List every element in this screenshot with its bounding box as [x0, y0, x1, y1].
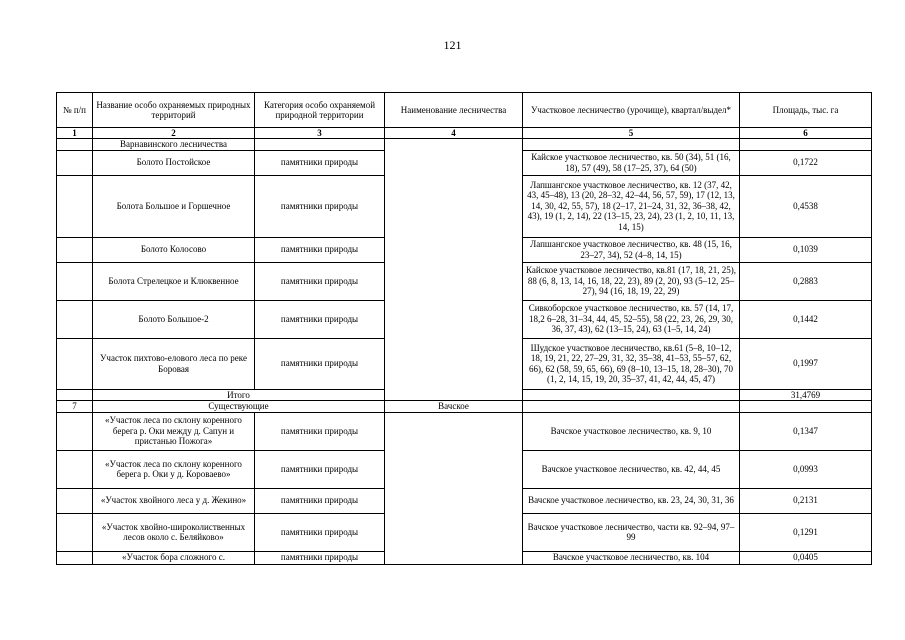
cell-category: памятники природы	[255, 488, 385, 513]
section-num: 7	[57, 401, 93, 413]
cell-area: 0,1291	[740, 513, 872, 551]
cell-area: 0,1442	[740, 300, 872, 338]
column-number: 2	[93, 128, 255, 139]
cell-category: памятники природы	[255, 300, 385, 338]
cell-location	[523, 389, 740, 401]
cell-num	[57, 262, 93, 300]
cell-num	[57, 338, 93, 389]
cell-area: 0,2131	[740, 488, 872, 513]
column-number: 5	[523, 128, 740, 139]
cell-num	[57, 237, 93, 262]
cell-category: памятники природы	[255, 150, 385, 175]
cell-num	[57, 139, 93, 151]
cell-num	[57, 551, 93, 564]
cell-name: Участок пихтово-елового леса по реке Боровая	[93, 338, 255, 389]
column-numbers-row	[57, 128, 872, 139]
cell-name: Болота Большое и Горшечное	[93, 175, 255, 237]
cell-area: 0,1039	[740, 237, 872, 262]
table-row	[57, 412, 872, 450]
cell-category: памятники природы	[255, 551, 385, 564]
cell-category: памятники природы	[255, 262, 385, 300]
header-category: Категория особо охраняемой природной территории	[255, 93, 385, 128]
cell-location	[523, 401, 740, 413]
cell-num	[57, 488, 93, 513]
section-forestry: Вачское	[385, 401, 523, 413]
cell-location: Вачское участковое лесничество, кв. 104	[523, 551, 740, 564]
cell-category: памятники природы	[255, 412, 385, 450]
column-number: 4	[385, 128, 523, 139]
cell-num	[57, 450, 93, 488]
cell-num	[57, 175, 93, 237]
cell-location: Вачское участковое лесничество, кв. 9, 10	[523, 412, 740, 450]
header-location: Участковое лесничество (урочище), квартал/выдел*	[523, 93, 740, 128]
total-area: 31,4769	[740, 389, 872, 401]
cell-location: Лапшангское участковое лесничество, кв. 12 (37, 42, 43, 45–48), 13 (20, 28–32, 42–44, 56, 57, 59), 17 (12, 13, 14, 30, 42, 55, 57), 18 (2–17, 21–24, 31, 32, 36–38, 42, 43), 19 (1, 2, 14), 22 (13–15, 23, 24), 23 (1, 2, 10, 11, 13, 14, 15)	[523, 175, 740, 237]
header-num: № п/п	[57, 93, 93, 128]
cell-area: 0,4538	[740, 175, 872, 237]
cell-area	[740, 401, 872, 413]
section-row	[57, 401, 872, 413]
header-name: Название особо охраняемых природных территорий	[93, 93, 255, 128]
cell-area: 0,0993	[740, 450, 872, 488]
column-number: 6	[740, 128, 872, 139]
total-label: Итого	[93, 389, 385, 401]
cell-category	[255, 139, 385, 151]
cell-num	[57, 412, 93, 450]
cell-location: Лапшангское участковое лесничество, кв. 48 (15, 16, 23–27, 34), 52 (4–8, 14, 15)	[523, 237, 740, 262]
cell-category: памятники природы	[255, 338, 385, 389]
page-number: 121	[443, 38, 462, 52]
column-number: 1	[57, 128, 93, 139]
cell-category: памятники природы	[255, 450, 385, 488]
cell-name: Болото Постойское	[93, 150, 255, 175]
cell-location: Кайское участковое лесничество, кв. 50 (34), 51 (16, 18), 57 (49), 58 (17–25, 37), 64 (50)	[523, 150, 740, 175]
cell-category: памятники природы	[255, 237, 385, 262]
cell-num	[57, 300, 93, 338]
cell-category: памятники природы	[255, 513, 385, 551]
cell-area: 0,1347	[740, 412, 872, 450]
cell-area: 0,0405	[740, 551, 872, 564]
cell-location: Вачское участковое лесничество, части кв. 92–94, 97–99	[523, 513, 740, 551]
cell-name: «Участок хвойно-широколиственных лесов около с. Беляйково»	[93, 513, 255, 551]
cell-name: «Участок леса по склону коренного берега р. Оки между д. Сапун и пристанью Пожога»	[93, 412, 255, 450]
header-area: Площадь, тыс. га	[740, 93, 872, 128]
section-subtitle: Варнавинского лесничества	[93, 139, 255, 151]
cell-num	[57, 150, 93, 175]
cell-location: Вачское участковое лесничество, кв. 23, 24, 30, 31, 36	[523, 488, 740, 513]
cell-name: «Участок хвойного леса у д. Жекино»	[93, 488, 255, 513]
cell-name: Болота Стрелецкое и Клюквенное	[93, 262, 255, 300]
cell-location: Шудское участковое лесничество, кв.61 (5–8, 10–12, 18, 19, 21, 22, 27–29, 31, 32, 35–38, 41–53, 55–57, 62, 66), 62 (58, 59, 65, 66), 69 (8–10, 13–15, 18, 28–30), 70 (1, 2, 14, 15, 19, 20, 35–37, 41, 42, 44, 45, 47)	[523, 338, 740, 389]
cell-location	[523, 139, 740, 151]
header-row	[57, 93, 872, 128]
protected-areas-table	[56, 92, 872, 565]
cell-forestry	[385, 139, 523, 401]
cell-name: Болото Большое-2	[93, 300, 255, 338]
column-number: 3	[255, 128, 385, 139]
cell-location: Сивкоборское участковое лесничество, кв. 57 (14, 17, 18,2 6–28, 31–34, 44, 45, 52–55), 58 (22, 23, 26, 29, 30, 36, 37, 43), 62 (13–15, 24), 63 (1–5, 14, 24)	[523, 300, 740, 338]
cell-forestry	[385, 412, 523, 564]
section-title: Существующие	[93, 401, 385, 413]
cell-name: Болото Колосово	[93, 237, 255, 262]
cell-num	[57, 513, 93, 551]
table-row	[57, 139, 872, 151]
cell-name: «Участок бора сложного с.	[93, 551, 255, 564]
cell-category: памятники природы	[255, 175, 385, 237]
cell-area: 0,2883	[740, 262, 872, 300]
cell-location: Вачское участковое лесничество, кв. 42, 44, 45	[523, 450, 740, 488]
header-forestry: Наименование лесничества	[385, 93, 523, 128]
cell-area	[740, 139, 872, 151]
cell-area: 0,1997	[740, 338, 872, 389]
cell-location: Кайское участковое лесничество, кв.81 (17, 18, 21, 25), 88 (6, 8, 13, 14, 16, 18, 22, 23), 89 (2, 20), 93 (5–12, 25–27), 94 (16, 18, 19, 22, 29)	[523, 262, 740, 300]
cell-num	[57, 389, 93, 401]
cell-area: 0,1722	[740, 150, 872, 175]
cell-name: «Участок леса по склону коренного берега р. Оки у д. Короваево»	[93, 450, 255, 488]
